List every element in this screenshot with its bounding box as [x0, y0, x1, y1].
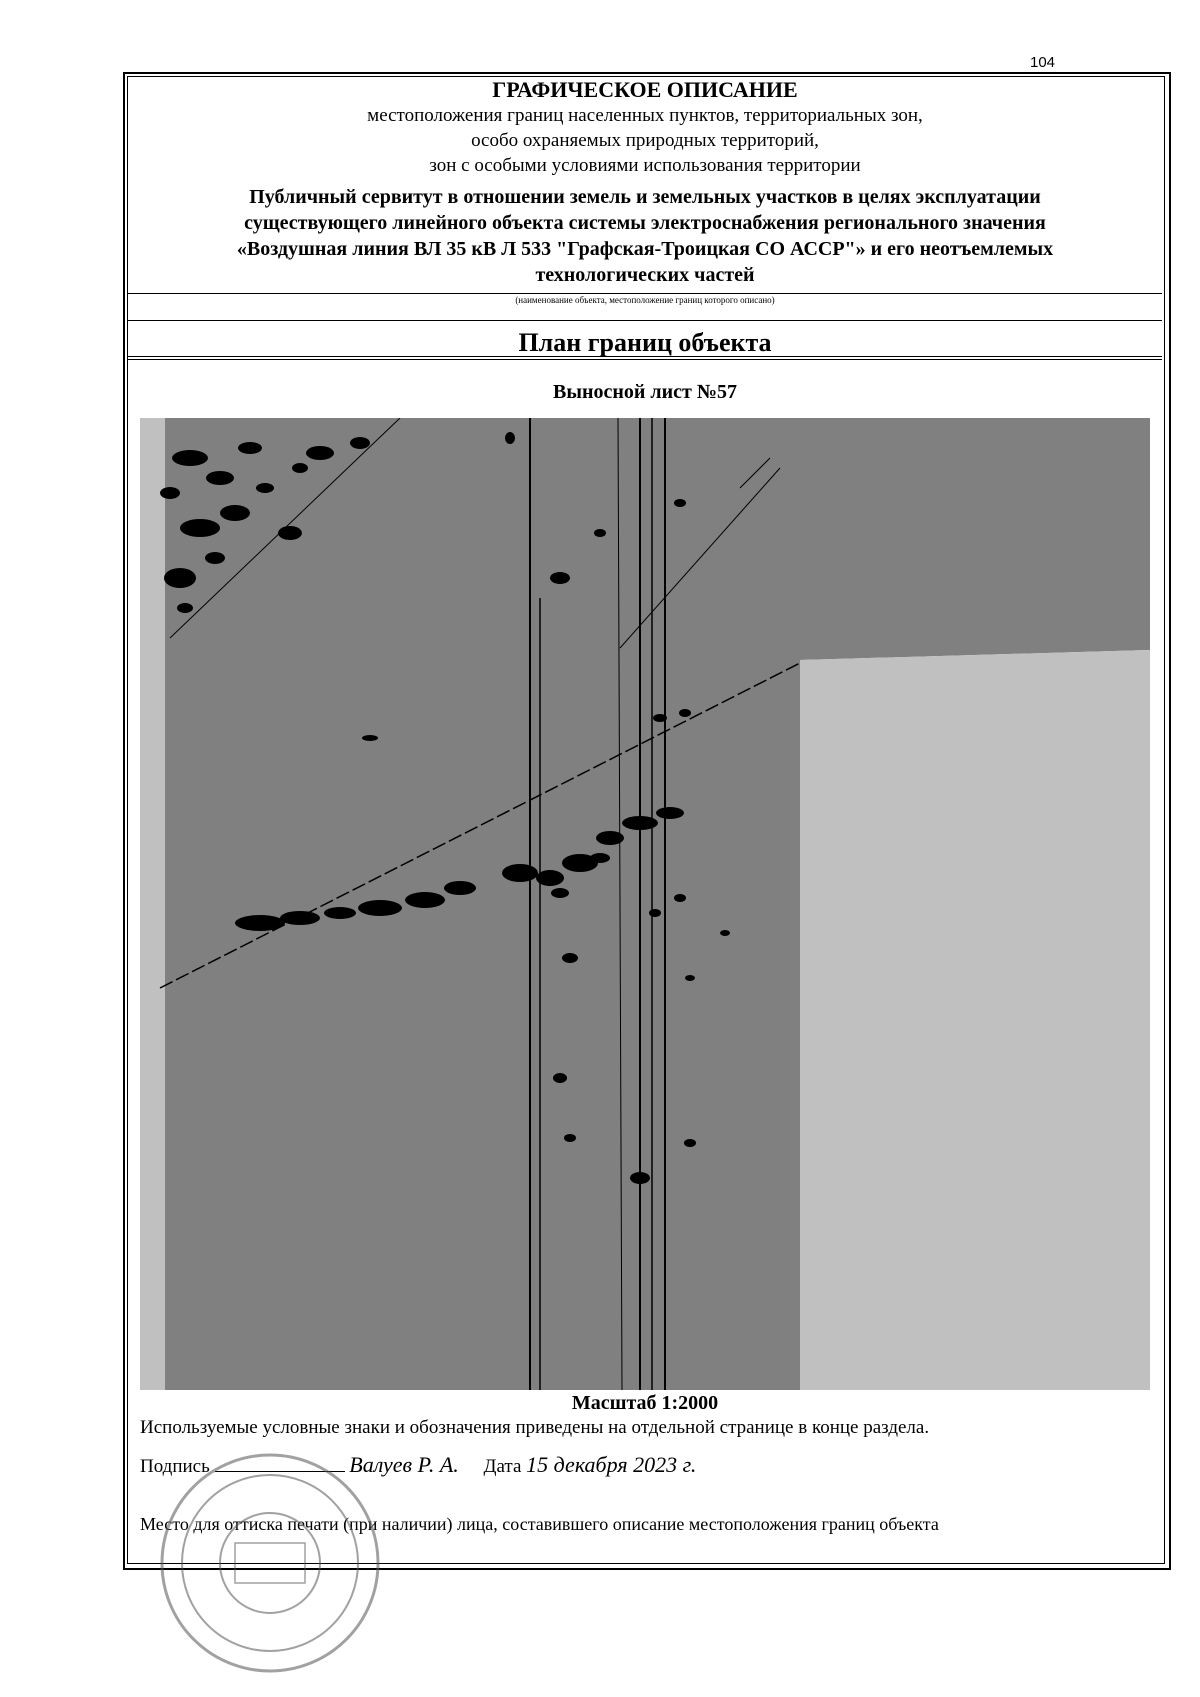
legend-note: Используемые условные знаки и обозначения приведены на отдельной странице в конце раздела. — [140, 1417, 930, 1438]
document-header — [128, 77, 1162, 293]
document-title: ГРАФИЧЕСКОЕ ОПИСАНИЕ — [492, 77, 798, 102]
object-line: «Воздушная линия ВЛ 35 кВ Л 533 "Графская-Троицкая СО АССР"» и его неотъемлемых — [236, 238, 1054, 260]
signature-date: 15 декабря 2023 г. — [526, 1452, 697, 1477]
signature-label: Подпись — [140, 1456, 210, 1477]
subtitle-line: местоположения границ населенных пунктов, территориальных зон, — [367, 105, 923, 126]
object-name — [128, 184, 1162, 288]
object-line: существующего линейного объекта системы электроснабжения регионального значения — [244, 212, 1046, 234]
signer-name: Валуев Р. А. — [349, 1452, 459, 1477]
sheet-title: Выносной лист №57 — [553, 381, 737, 403]
plan-title: План границ объекта — [518, 328, 772, 357]
divider — [128, 359, 1162, 360]
map-scale: Масштаб 1:2000 — [571, 1392, 719, 1414]
object-caption: (наименование объекта, местоположение границ которого описано) — [515, 295, 775, 305]
date-label: Дата — [483, 1456, 522, 1477]
stamp-note: Место для оттиска печати (при наличии) лица, составившего описание местоположения границ объекта — [140, 1514, 939, 1534]
page-number: 104 — [1030, 54, 1056, 71]
object-line: технологических частей — [535, 264, 755, 286]
subtitle-line: зон с особыми условиями использования территории — [429, 155, 861, 176]
seal-stamp — [155, 1448, 385, 1678]
subtitle-line: особо охраняемых природных территорий, — [471, 130, 819, 151]
object-line: Публичный сервитут в отношении земель и земельных участков в целях эксплуатации — [249, 186, 1041, 208]
divider — [128, 293, 1162, 294]
light-area-right — [800, 650, 1150, 1390]
boundary-map — [140, 418, 1150, 1390]
light-area-left — [140, 418, 165, 1390]
divider — [128, 320, 1162, 321]
